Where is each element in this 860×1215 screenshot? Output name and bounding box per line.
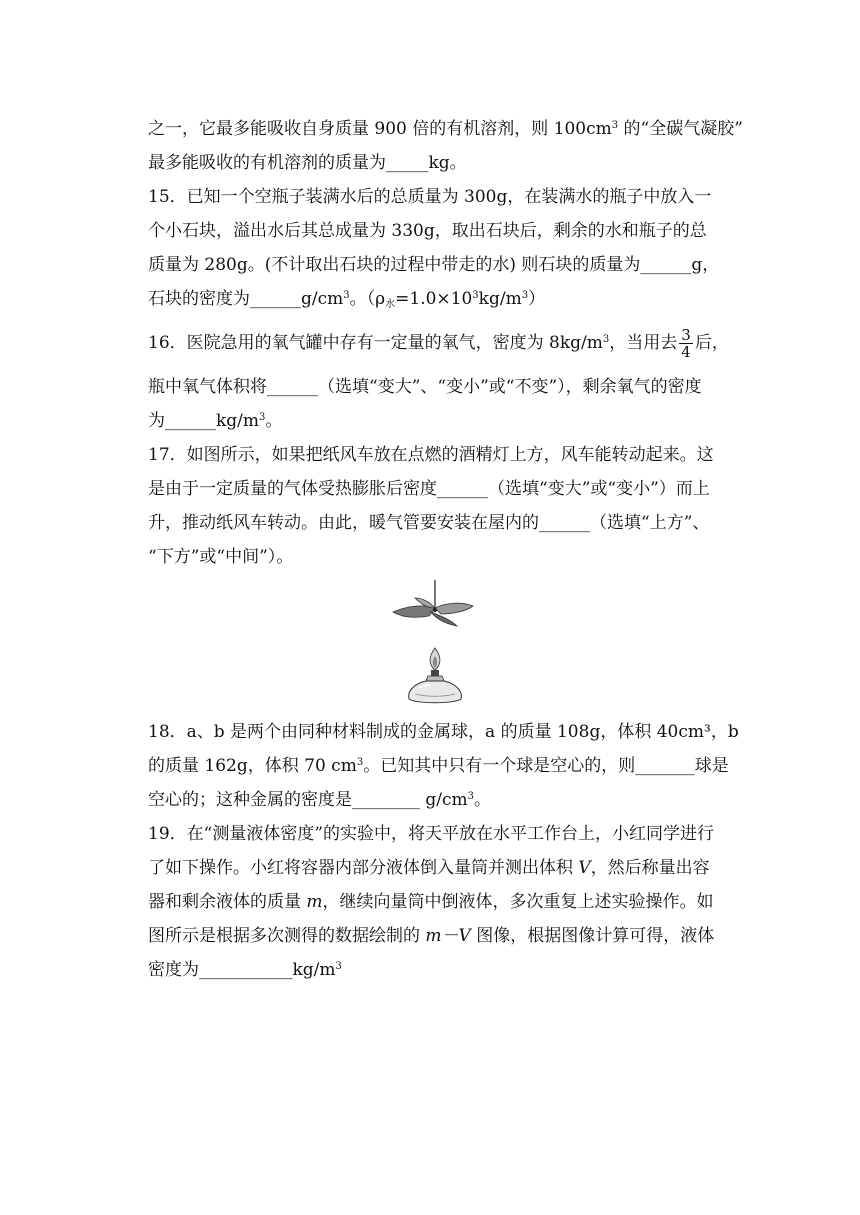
question-16-line-3 bbox=[148, 409, 282, 433]
question-16-line-2: 瓶中氧气体积将______（选填“变大”、“变小”或“不变”），剩余氧气的密度 bbox=[148, 377, 702, 397]
question-15-line-1: 15．已知一个空瓶子装满水后的总质量为 300g，在装满水的瓶子中放入一 bbox=[148, 187, 712, 207]
text-segment: ，继续向量筒中倒液体，多次重复上述实验操作。如 bbox=[322, 892, 714, 912]
fraction-numerator: 3 bbox=[681, 326, 691, 344]
superscript: 3 bbox=[611, 120, 619, 131]
text-segment: 图所示是根据多次测得的数据绘制的 bbox=[148, 926, 426, 946]
question-15-line-2: 个小石块，溢出水后其总成量为 330g，取出石块后，剩余的水和瓶子的总 bbox=[148, 221, 707, 241]
superscript: 3 bbox=[602, 334, 610, 345]
text-segment: =1.0×10 bbox=[395, 289, 473, 309]
text-segment: 的质量 162g，体积 70 cm bbox=[148, 756, 357, 776]
question-18-line-3 bbox=[148, 788, 491, 812]
text-segment: 石块的密度为______g/cm bbox=[148, 289, 344, 309]
question-15-line-4 bbox=[148, 287, 545, 311]
question-19-line-1: 19．在“测量液体密度”的实验中，将天平放在水平工作台上，小红同学进行 bbox=[148, 824, 715, 844]
question-17-line-3: 升，推动纸风车转动。由此，暖气管要安装在屋内的______（选填“上方”、 bbox=[148, 513, 710, 533]
superscript: 3 bbox=[259, 412, 266, 423]
question-17-line-4: “下方”或“中间”）。 bbox=[148, 547, 294, 567]
text-segment: ） bbox=[528, 289, 546, 309]
text-segment: 图像，根据图像计算可得，液体 bbox=[470, 926, 715, 946]
superscript: 3 bbox=[335, 961, 342, 972]
question-18-line-1: 18．a、b 是两个由同种材料制成的金属球，a 的质量 108g，体积 40cm³，b bbox=[148, 722, 739, 742]
text-segment: 密度为___________kg/m bbox=[148, 960, 336, 980]
text-segment: 的“全碳气凝胶” bbox=[618, 119, 743, 139]
text-segment: 之一，它最多能吸收自身质量 900 倍的有机溶剂，则 100cm bbox=[148, 119, 612, 139]
text-segment: 后， bbox=[694, 333, 729, 353]
pinwheel-lamp-illustration bbox=[385, 578, 485, 708]
pinwheel-alcohol-lamp-figure bbox=[385, 578, 485, 708]
text-line-2: 最多能吸收的有机溶剂的质量为_____kg。 bbox=[148, 153, 467, 173]
text-segment: 16．医院急用的氧气罐中存有一定量的氧气，密度为 8kg/m bbox=[148, 333, 603, 353]
text-segment: 为______kg/m bbox=[148, 411, 260, 431]
question-18-line-2 bbox=[148, 754, 729, 778]
text-segment: ，然后称量出容 bbox=[590, 858, 710, 878]
text-segment: 。已知其中只有一个球是空心的，则_______球是 bbox=[363, 756, 729, 776]
question-17-line-2: 是由于一定质量的气体受热膨胀后密度______（选填“变大”或“变小”）而上 bbox=[148, 479, 710, 499]
fraction-three-quarters bbox=[679, 327, 693, 360]
text-segment: 空心的；这种金属的密度是________ g/cm bbox=[148, 790, 468, 810]
superscript: 3 bbox=[472, 290, 479, 301]
text-segment: kg/m bbox=[478, 289, 522, 309]
text-segment: 。 bbox=[474, 790, 492, 810]
question-19-line-4 bbox=[148, 924, 714, 948]
subscript: 水 bbox=[385, 299, 396, 310]
variable-v: V bbox=[578, 858, 591, 878]
text-segment: 。（ρ bbox=[349, 289, 386, 309]
variable-m-v: m－V bbox=[425, 926, 471, 946]
question-19-line-2 bbox=[148, 856, 710, 880]
superscript: 3 bbox=[343, 290, 350, 301]
text-segment: 器和剩余液体的质量 bbox=[148, 892, 307, 912]
fraction-denominator: 4 bbox=[681, 343, 691, 361]
text-segment: ，当用去 bbox=[609, 333, 678, 353]
question-16-line-1 bbox=[148, 327, 729, 360]
variable-m: m bbox=[306, 892, 323, 912]
question-15-line-3: 质量为 280g。(不计取出石块的过程中带走的水) 则石块的质量为______g， bbox=[148, 255, 720, 275]
question-17-line-1: 17．如图所示，如果把纸风车放在点燃的酒精灯上方，风车能转动起来。这 bbox=[148, 445, 714, 465]
question-19-line-5 bbox=[148, 958, 342, 982]
question-19-line-3 bbox=[148, 890, 714, 914]
superscript: 3 bbox=[467, 791, 475, 802]
superscript: 3 bbox=[521, 290, 529, 301]
superscript: 3 bbox=[356, 757, 364, 768]
text-segment: 了如下操作。小红将容器内部分液体倒入量筒并测出体积 bbox=[148, 858, 579, 878]
text-line-1 bbox=[148, 117, 743, 141]
text-segment: 。 bbox=[265, 411, 283, 431]
